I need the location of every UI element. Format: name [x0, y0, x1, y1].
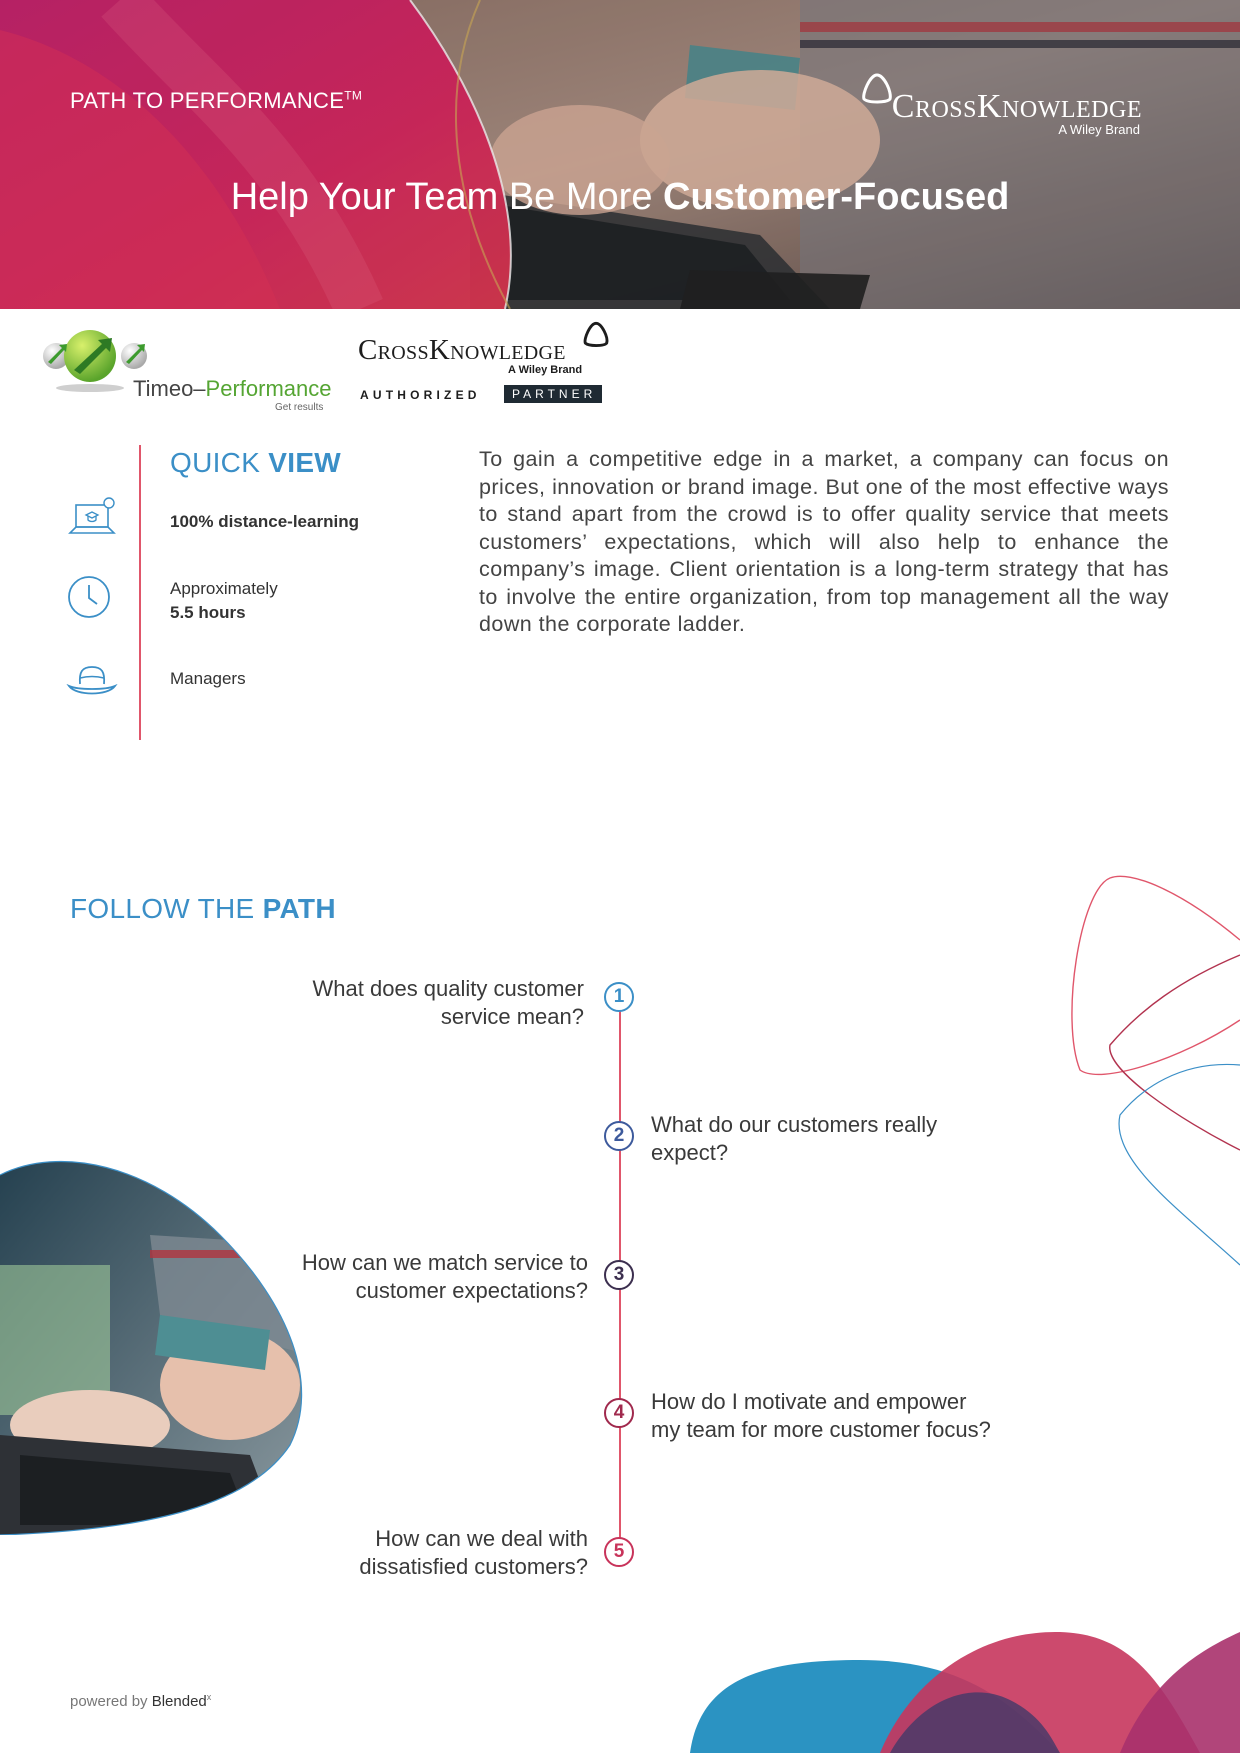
path-step-3-question: How can we match service to customer expectations?	[301, 1250, 588, 1303]
path-step-3-number: 3	[604, 1260, 634, 1290]
path-step-2-question: What do our customers really expect?	[651, 1112, 938, 1165]
path-step-4-number: 4	[604, 1398, 634, 1428]
path-step-4-question: How do I motivate and empower my team for more customer focus?	[651, 1389, 991, 1442]
follow-the-path-title: FOLLOW THE PATH	[70, 893, 336, 924]
footer-powered-by: powered by Blended$^x$	[70, 1692, 212, 1710]
laptop-learning-icon	[66, 495, 120, 541]
path-step-5-number: 5	[604, 1537, 634, 1567]
quick-view-audience: Managers	[170, 669, 246, 688]
timeo-tagline: Get results	[275, 402, 324, 413]
crossknowledge-mark-icon	[860, 72, 894, 104]
partner-badge: PARTNER	[504, 385, 602, 403]
path-step-5-question: How can we deal with dissatisfied customers?	[359, 1526, 588, 1579]
leaf-photo	[0, 1155, 310, 1535]
crossknowledge-partner-logo	[356, 320, 616, 410]
quick-view-divider	[139, 445, 141, 740]
path-step-1-question: What does quality customer service mean?	[312, 976, 584, 1029]
crossknowledge-mark-icon	[582, 320, 610, 348]
timeo-performance-logo	[40, 326, 340, 416]
hat-icon	[66, 664, 118, 700]
quick-view-title: QUICK VIEW	[170, 447, 342, 478]
path-step-2-number: 2	[604, 1121, 634, 1151]
quick-view-duration: Approximately 5.5 hours	[170, 579, 278, 622]
page-title: Help Your Team Be More Customer-Focused	[230, 176, 1010, 218]
timeo-name: Timeo–Performance	[133, 376, 332, 401]
logo-wordmark: CrossKnowledge	[891, 88, 1142, 125]
partner-subtitle: A Wiley Brand	[508, 364, 583, 376]
clock-icon	[66, 574, 112, 620]
hero-photo	[0, 0, 1240, 309]
authorized-label: AUTHORIZED	[360, 388, 481, 402]
decorative-blobs	[680, 1620, 1240, 1753]
intro-paragraph: To gain a competitive edge in a market, a company can focus on prices, innovation or brand image. But one of the most effective ways to stand apart from the crowd is to offer quality service that meets customers’ expectations, which will also help to enhance the company’s image. Client orientation is a long-term strategy that has to involve the entire organization, from top management all the way down the corporate ladder.	[479, 447, 1169, 636]
hero-banner	[0, 0, 1240, 309]
crossknowledge-logo	[860, 70, 1170, 140]
path-step-1-number: 1	[604, 982, 634, 1012]
logo-subtitle: A Wiley Brand	[1058, 122, 1140, 137]
hero-kicker: PATH TO PERFORMANCE™	[70, 88, 363, 113]
quick-view-format: 100% distance-learning	[170, 512, 359, 531]
partner-wordmark: CrossKnowledge	[358, 334, 566, 366]
decorative-loops	[1060, 870, 1240, 1270]
